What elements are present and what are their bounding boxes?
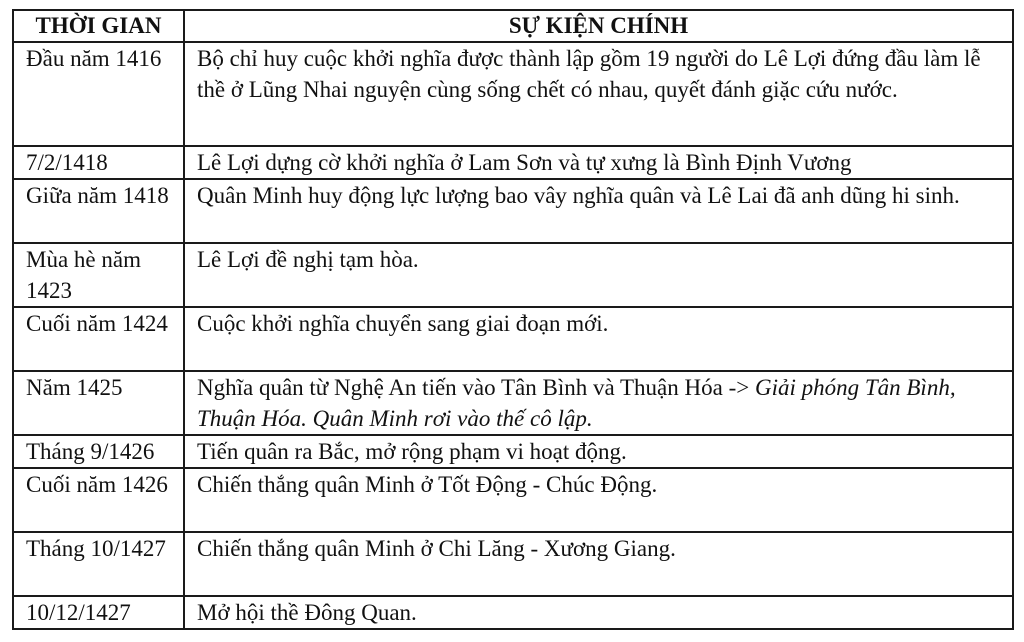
table-row: [13, 596, 1013, 629]
table-row: [13, 435, 1013, 468]
table-row: [13, 179, 1013, 243]
event-text: Lê Lợi đề nghị tạm hòa.: [197, 247, 419, 272]
event-cell: [184, 435, 1013, 468]
event-cell: [184, 307, 1013, 371]
table-row: [13, 532, 1013, 596]
table-row: [13, 42, 1013, 146]
header-time: THỜI GIAN: [13, 10, 184, 42]
header-event: SỰ KIỆN CHÍNH: [184, 10, 1013, 42]
time-cell: Giữa năm 1418: [13, 179, 184, 243]
events-table: [12, 9, 1014, 630]
table-row: [13, 146, 1013, 179]
time-cell: Tháng 9/1426: [13, 435, 184, 468]
event-cell: [184, 146, 1013, 179]
event-text: Nghĩa quân từ Nghệ An tiến vào Tân Bình và Thuận Hóa ->: [197, 375, 755, 400]
time-cell: Cuối năm 1424: [13, 307, 184, 371]
table-header-row: [13, 10, 1013, 42]
event-text: Lê Lợi dựng cờ khởi nghĩa ở Lam Sơn và tự xưng là Bình Định Vương: [197, 150, 852, 175]
event-text: Cuộc khởi nghĩa chuyển sang giai đoạn mới.: [197, 311, 609, 336]
event-cell: [184, 243, 1013, 307]
time-cell: Đầu năm 1416: [13, 42, 184, 146]
event-text: Chiến thắng quân Minh ở Tốt Động - Chúc Động.: [197, 472, 658, 497]
event-text: Chiến thắng quân Minh ở Chi Lăng - Xương Giang.: [197, 536, 676, 561]
event-italic-text: Giải phóng Tân Bình, Thuận Hóa. Quân Minh rơi vào thế cô lập.: [197, 375, 956, 431]
event-text: Tiến quân ra Bắc, mở rộng phạm vi hoạt động.: [197, 439, 627, 464]
table-row: [13, 307, 1013, 371]
time-cell: Cuối năm 1426: [13, 468, 184, 532]
event-text: Quân Minh huy động lực lượng bao vây nghĩa quân và Lê Lai đã anh dũng hi sinh.: [197, 183, 960, 208]
time-cell: Mùa hè năm 1423: [13, 243, 184, 307]
table-row: [13, 243, 1013, 307]
event-text: Bộ chỉ huy cuộc khởi nghĩa được thành lập gồm 19 người do Lê Lợi đứng đầu làm lễ thề ở Lũng Nhai nguyện cùng sống chết có nhau, quyết đánh giặc cứu nước.: [197, 46, 981, 102]
table-row: [13, 371, 1013, 435]
table-row: [13, 468, 1013, 532]
event-cell: [184, 42, 1013, 146]
event-cell: [184, 532, 1013, 596]
time-cell: 7/2/1418: [13, 146, 184, 179]
time-cell: Tháng 10/1427: [13, 532, 184, 596]
time-cell: 10/12/1427: [13, 596, 184, 629]
event-text: Mở hội thề Đông Quan.: [197, 600, 417, 625]
event-cell: [184, 179, 1013, 243]
event-cell: [184, 371, 1013, 435]
time-cell: Năm 1425: [13, 371, 184, 435]
event-cell: [184, 596, 1013, 629]
event-cell: [184, 468, 1013, 532]
